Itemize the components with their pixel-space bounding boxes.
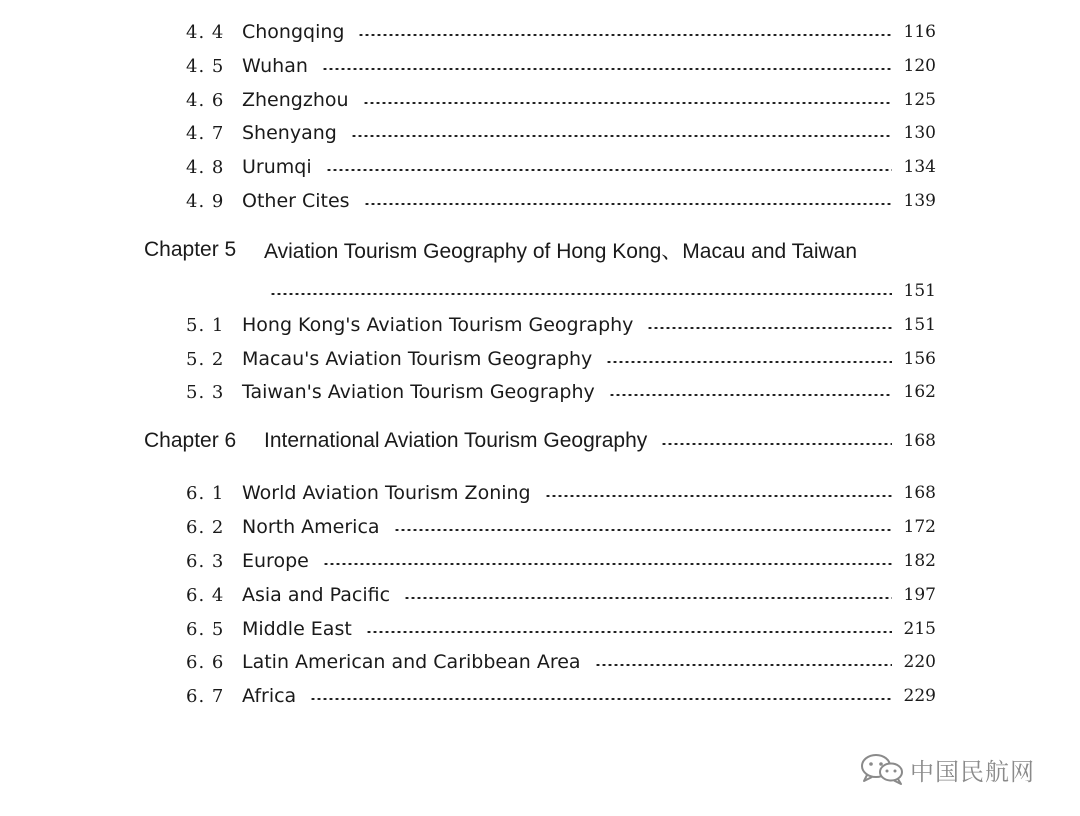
page-number: 215 bbox=[903, 619, 936, 639]
page-number: 168 bbox=[903, 431, 936, 451]
dot-leader bbox=[323, 563, 892, 565]
page-number: 116 bbox=[903, 22, 936, 42]
toc-entry bbox=[186, 118, 936, 148]
section-number: 4. 7 bbox=[186, 122, 225, 144]
dot-leader bbox=[364, 203, 892, 205]
toc-entry bbox=[186, 647, 936, 677]
section-title: North America bbox=[242, 516, 380, 538]
dot-leader bbox=[404, 597, 892, 599]
page-number: 168 bbox=[903, 483, 936, 503]
toc-entry bbox=[186, 512, 936, 542]
dot-leader bbox=[394, 529, 892, 531]
page-number: 156 bbox=[903, 349, 936, 369]
section-number: 4. 4 bbox=[186, 21, 225, 43]
page-number: 130 bbox=[903, 123, 936, 143]
section-title: Zhengzhou bbox=[242, 89, 349, 111]
page-number: 229 bbox=[903, 686, 936, 706]
dot-leader bbox=[595, 664, 892, 666]
dot-leader bbox=[545, 495, 892, 497]
wechat-icon bbox=[858, 752, 906, 786]
toc-entry bbox=[186, 152, 936, 182]
section-number: 6. 6 bbox=[186, 651, 225, 673]
page-number: 172 bbox=[903, 517, 936, 537]
chapter-page-line bbox=[270, 278, 936, 304]
dot-leader bbox=[363, 102, 892, 104]
section-title: Chongqing bbox=[242, 21, 345, 43]
section-title: Wuhan bbox=[242, 55, 308, 77]
page-number: 182 bbox=[903, 551, 936, 571]
toc-entry bbox=[186, 681, 936, 711]
section-number: 6. 1 bbox=[186, 482, 225, 504]
section-title: Macau's Aviation Tourism Geography bbox=[242, 348, 593, 370]
chapter-title: Aviation Tourism Geography of Hong Kong、Macau and Taiwan bbox=[264, 240, 858, 263]
dot-leader bbox=[606, 361, 892, 363]
toc-entry bbox=[186, 186, 936, 216]
section-number: 4. 8 bbox=[186, 156, 225, 178]
dot-leader bbox=[270, 293, 892, 295]
section-number: 6. 2 bbox=[186, 516, 225, 538]
chapter-heading bbox=[144, 424, 936, 458]
page-number: 151 bbox=[903, 315, 936, 335]
page-number: 220 bbox=[903, 652, 936, 672]
dot-leader bbox=[322, 68, 892, 70]
section-title: Hong Kong's Aviation Tourism Geography bbox=[242, 314, 634, 336]
dot-leader bbox=[358, 34, 892, 36]
section-number: 5. 2 bbox=[186, 348, 225, 370]
watermark bbox=[858, 752, 1035, 786]
dot-leader bbox=[661, 443, 892, 445]
dot-leader bbox=[647, 327, 892, 329]
dot-leader bbox=[310, 698, 892, 700]
chapter-label: Chapter 6 bbox=[144, 429, 237, 452]
section-number: 4. 6 bbox=[186, 89, 225, 111]
section-title: Europe bbox=[242, 550, 309, 572]
section-title: Taiwan's Aviation Tourism Geography bbox=[242, 381, 595, 403]
section-number: 6. 5 bbox=[186, 618, 225, 640]
page-number: 125 bbox=[903, 90, 936, 110]
page-number: 197 bbox=[903, 585, 936, 605]
page-number: 120 bbox=[903, 56, 936, 76]
section-title: Shenyang bbox=[242, 122, 337, 144]
section-number: 5. 3 bbox=[186, 381, 225, 403]
section-title: Africa bbox=[242, 685, 297, 707]
page-number: 134 bbox=[903, 157, 936, 177]
toc-entry bbox=[186, 377, 936, 407]
section-number: 4. 9 bbox=[186, 190, 225, 212]
page-number: 151 bbox=[903, 281, 936, 301]
toc-entry bbox=[186, 51, 936, 81]
section-number: 4. 5 bbox=[186, 55, 225, 77]
section-title: Latin American and Caribbean Area bbox=[242, 651, 581, 673]
section-number: 6. 3 bbox=[186, 550, 225, 572]
section-number: 6. 7 bbox=[186, 685, 225, 707]
page-number: 162 bbox=[903, 382, 936, 402]
section-title: Middle East bbox=[242, 618, 352, 640]
dot-leader bbox=[366, 631, 892, 633]
dot-leader bbox=[609, 394, 892, 396]
dot-leader bbox=[326, 169, 892, 171]
chapter-label: Chapter 5 bbox=[144, 238, 237, 261]
chapter-title: International Aviation Tourism Geography bbox=[264, 429, 648, 452]
page-number: 139 bbox=[903, 191, 936, 211]
section-title: Other Cites bbox=[242, 190, 350, 212]
toc-entry bbox=[186, 614, 936, 644]
section-title: World Aviation Tourism Zoning bbox=[242, 482, 531, 504]
section-title: Asia and Pacific bbox=[242, 584, 391, 606]
toc-entry bbox=[186, 344, 936, 374]
section-number: 5. 1 bbox=[186, 314, 225, 336]
watermark-text: 中国民航网 bbox=[910, 757, 1035, 786]
toc-entry bbox=[186, 17, 936, 47]
section-number: 6. 4 bbox=[186, 584, 225, 606]
toc-entry bbox=[186, 580, 936, 610]
toc-entry bbox=[186, 85, 936, 115]
toc-entry bbox=[186, 310, 936, 340]
toc-entry bbox=[186, 478, 936, 508]
section-title: Urumqi bbox=[242, 156, 312, 178]
chapter-heading bbox=[144, 233, 936, 267]
dot-leader bbox=[351, 135, 892, 137]
toc-entry bbox=[186, 546, 936, 576]
